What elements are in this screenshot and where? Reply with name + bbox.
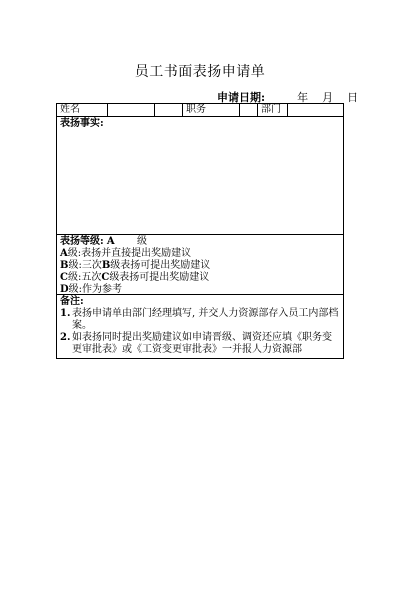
commendation-level-suffix: 级 xyxy=(137,236,148,247)
grade-a-description: A级:表扬并直接提出奖励建议 xyxy=(60,248,192,259)
position-field[interactable] xyxy=(240,104,257,116)
department-field[interactable] xyxy=(288,104,343,116)
remarks-section xyxy=(57,295,343,358)
grade-c-description: C级:五次C级表扬可提出奖励建议 xyxy=(60,272,210,283)
commendation-facts-section[interactable] xyxy=(57,117,343,235)
remark-number: 1. xyxy=(60,308,71,319)
remark-text: 如表扬同时提出奖励建议如申请晋级、调资还应填《职务变更审批表》或《工资变更审批表》一并报人力资源部 xyxy=(72,332,332,355)
month-label: 月 xyxy=(322,91,334,104)
department-label: 部门 xyxy=(261,104,281,115)
remark-item-1 xyxy=(60,308,340,332)
name-field-extra[interactable] xyxy=(155,104,182,116)
commendation-grades-section xyxy=(57,235,343,295)
commendation-level-label: 表扬等级: xyxy=(60,236,104,247)
remark-item-2 xyxy=(60,332,340,356)
grade-b-description: B级:三次B级表扬可提出奖励建议 xyxy=(60,260,211,271)
form-title: 员工书面表扬申请单 xyxy=(134,64,266,80)
position-label: 职务 xyxy=(186,104,206,115)
day-label: 日 xyxy=(347,91,359,104)
employee-info-row xyxy=(57,104,343,117)
name-field[interactable] xyxy=(108,104,154,116)
grade-d-description: D级:作为参考 xyxy=(60,284,123,295)
year-label: 年 xyxy=(297,91,309,104)
remarks-label: 备注: xyxy=(60,296,84,307)
commendation-facts-label: 表扬事实: xyxy=(60,118,104,129)
commendation-level-value[interactable]: A xyxy=(106,236,115,247)
application-form-table xyxy=(56,103,344,359)
application-date-label: 申请日期: xyxy=(217,91,266,104)
remark-text: 表扬申请单由部门经理填写, 并交人力资源部存入员工内部档 案。 xyxy=(72,308,339,331)
commendation-level-line xyxy=(60,236,340,248)
name-label: 姓名 xyxy=(60,104,80,115)
remark-number: 2. xyxy=(60,332,71,343)
